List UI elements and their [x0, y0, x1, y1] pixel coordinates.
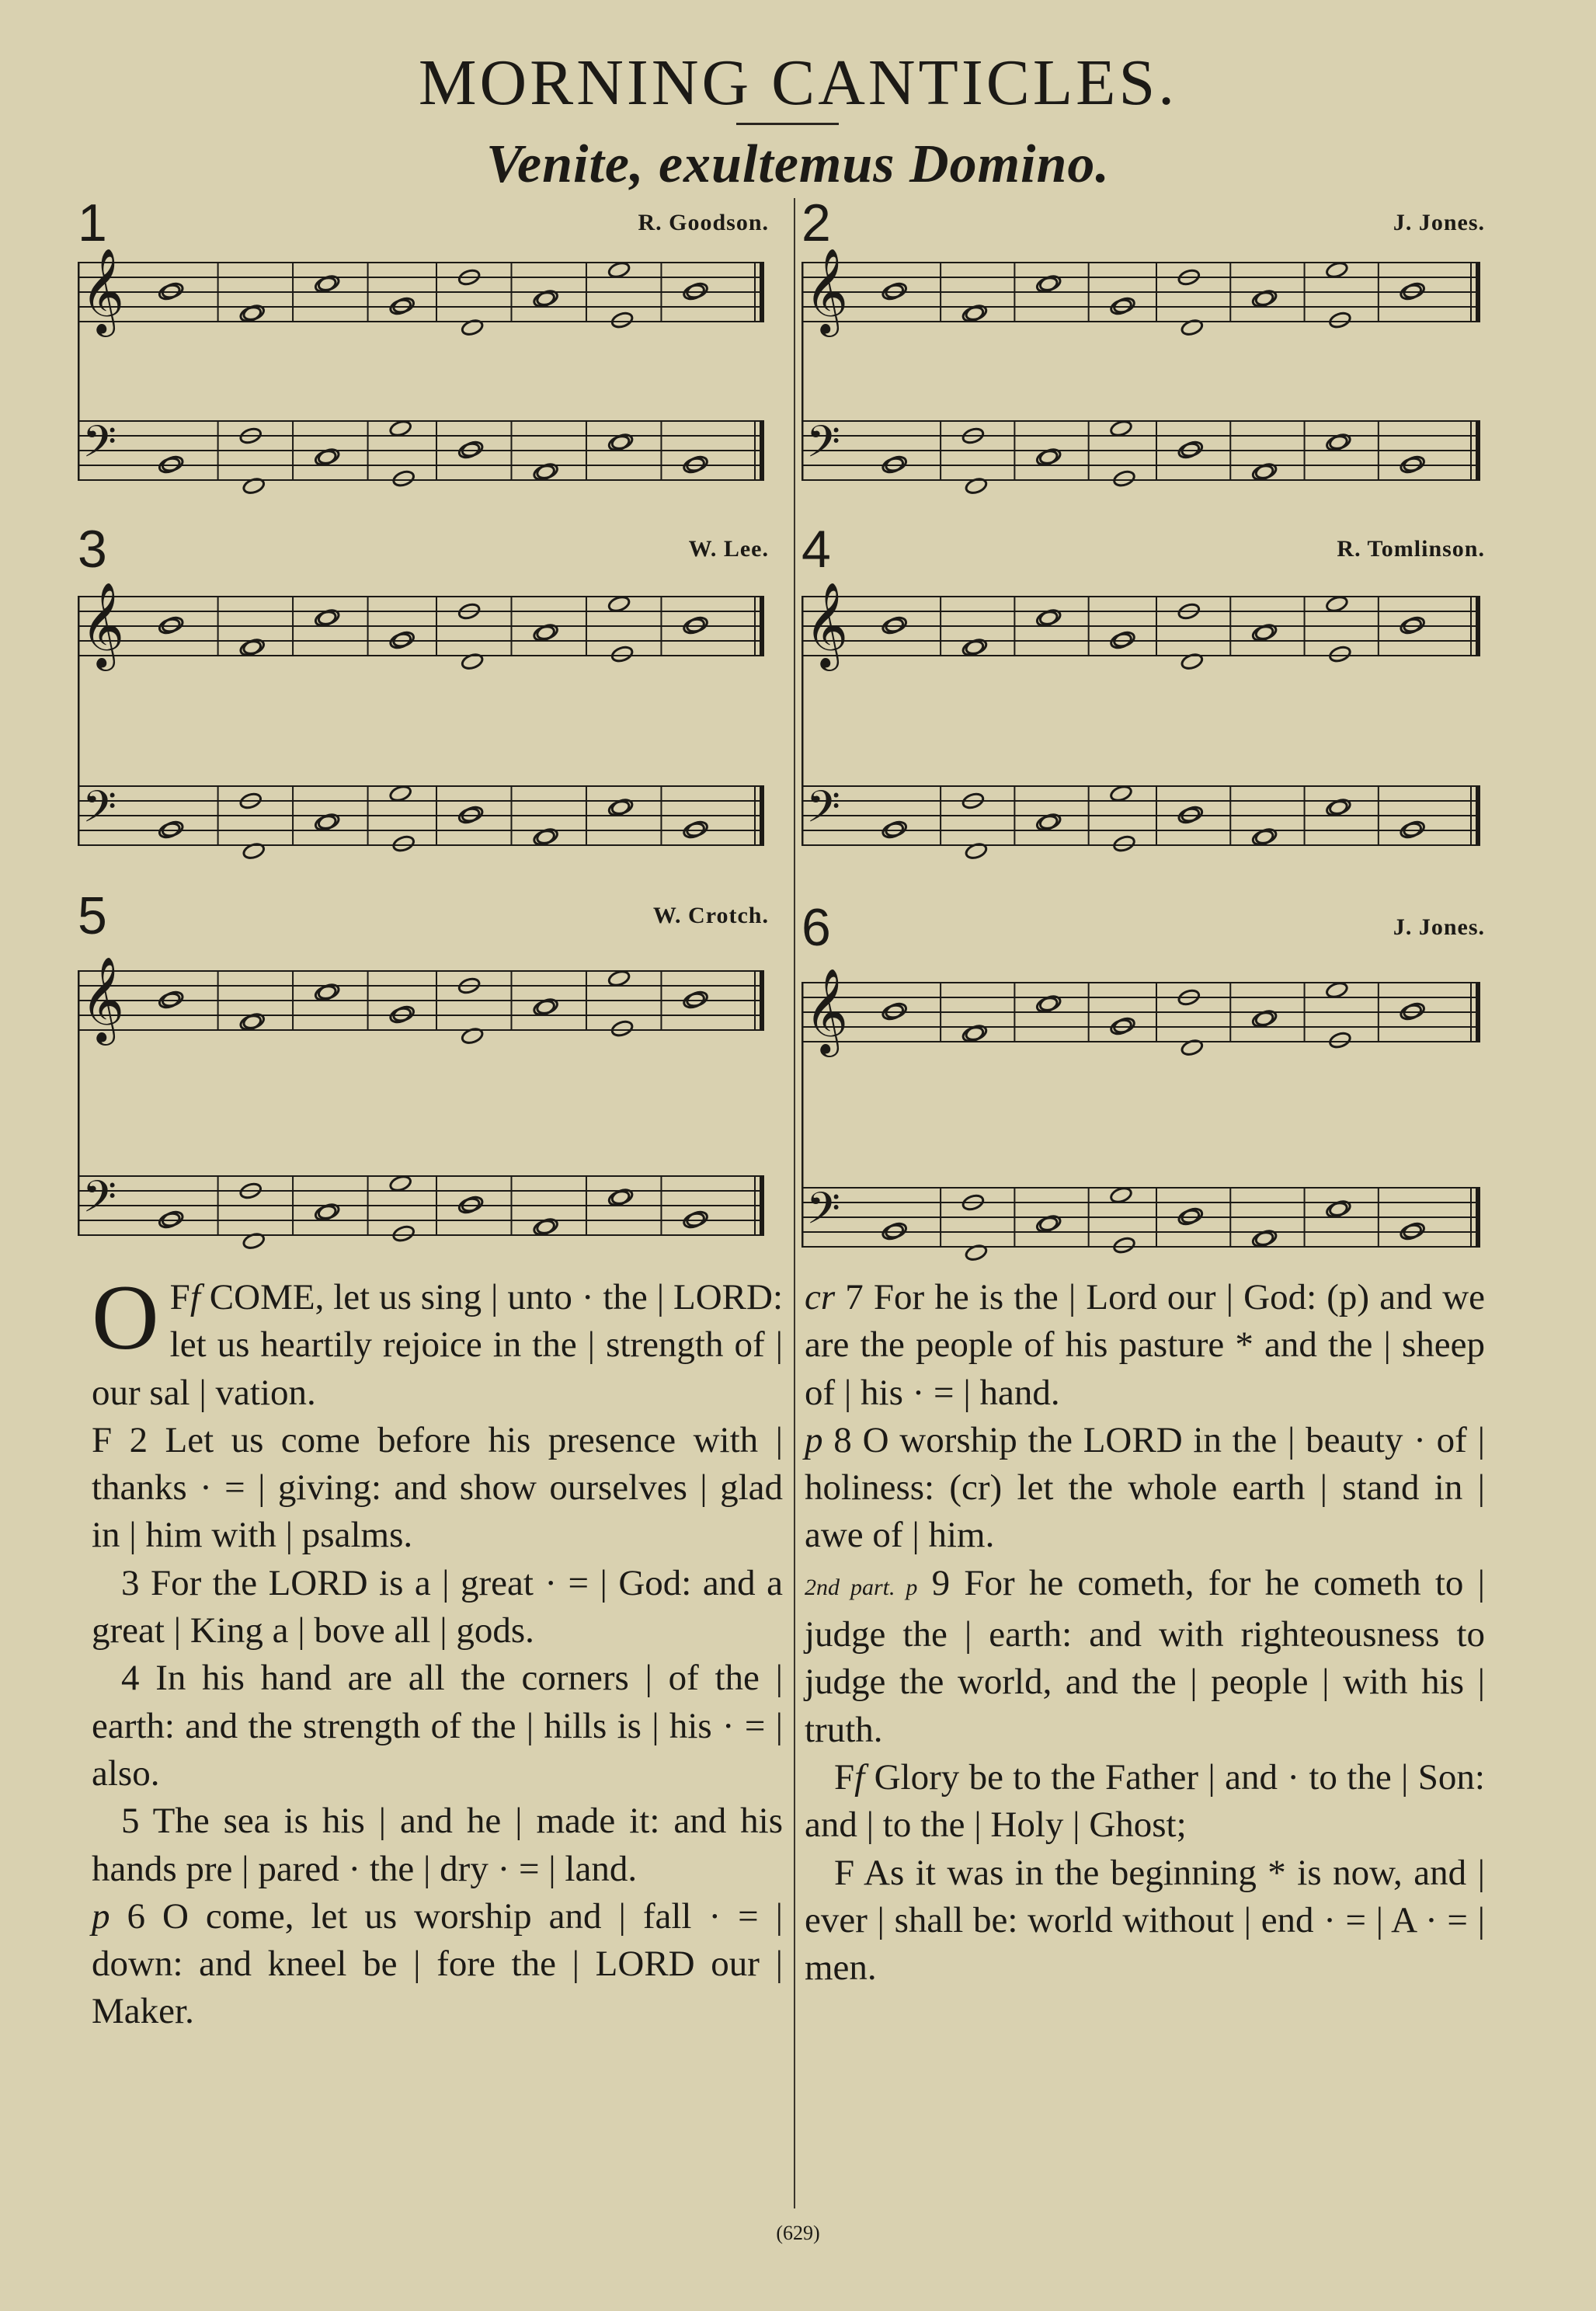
treble-clef-icon: 𝄞 — [805, 582, 849, 668]
note-head — [1402, 281, 1425, 300]
bass-clef-icon: 𝄢 — [82, 1172, 116, 1234]
composer-name: W. Crotch. — [652, 903, 769, 928]
note-head — [607, 594, 631, 613]
composer-name: R. Tomlinson. — [1337, 536, 1485, 562]
verse — [92, 1265, 783, 1417]
final-bar-thick — [760, 421, 764, 480]
final-bar-thick — [760, 597, 764, 656]
verse-text: O come, let us worship and | fall · = | down: and kneel be | fore the | LORD our | Maker. — [92, 1895, 784, 2032]
dynamic-mark: f — [190, 1277, 200, 1317]
note-head — [161, 1209, 184, 1228]
note-head — [461, 1195, 484, 1213]
note-head — [391, 469, 415, 488]
verse-text: Let us come before his presence with | thanks · = | giving: and show ourselves | glad in | him with | psalms. — [92, 1419, 783, 1556]
final-bar-thick — [1476, 1188, 1480, 1247]
music-score — [78, 948, 769, 1258]
treble-clef-icon: 𝄞 — [805, 248, 849, 334]
canticle-title: Venite, exultemus Domino. — [486, 134, 1110, 194]
note-head — [388, 1174, 412, 1192]
dynamic-mark: p — [805, 1419, 823, 1460]
music-score — [78, 239, 769, 503]
chant-6 — [801, 897, 1485, 1270]
verse-prefix: F — [169, 1277, 190, 1317]
verse-prefix: 4 — [121, 1658, 140, 1699]
verses-right-column — [805, 1274, 1485, 1992]
dynamic-mark: 2nd part. p — [805, 1574, 918, 1600]
dynamic-mark: p — [92, 1895, 110, 1937]
verse — [92, 1655, 783, 1798]
note-head — [610, 645, 634, 663]
note-head — [391, 630, 415, 649]
title-rule — [736, 123, 839, 125]
note-head — [1402, 615, 1425, 634]
final-bar-thick — [1476, 421, 1480, 480]
note-head — [607, 260, 631, 279]
final-bar-thick — [1476, 597, 1480, 656]
verse — [805, 1560, 1485, 1754]
note-head — [685, 820, 708, 838]
note-head — [1180, 440, 1204, 458]
note-head — [1109, 784, 1132, 802]
verse — [805, 1274, 1485, 1417]
dynamic-mark: f — [854, 1756, 865, 1798]
music-score — [801, 573, 1485, 868]
composer-name: W. Lee. — [688, 536, 769, 562]
chant-number: 2 — [801, 193, 831, 252]
note-head — [607, 969, 631, 987]
final-bar-thick — [1476, 983, 1480, 1042]
final-bar-thick — [1476, 263, 1480, 322]
music-score — [801, 239, 1485, 503]
note-head — [1328, 311, 1351, 329]
verse-prefix: F — [834, 1852, 855, 1893]
note-head — [1112, 296, 1135, 315]
note-head — [391, 1004, 415, 1023]
verses-left-column — [92, 1265, 784, 2036]
treble-clef-icon: 𝄞 — [81, 582, 125, 668]
note-head — [884, 615, 907, 634]
verse-prefix: 3 — [121, 1562, 140, 1603]
treble-clef-icon: 𝄞 — [81, 248, 125, 334]
final-bar-thick — [760, 971, 764, 1030]
verse-text: COME, let us sing | unto · the | LORD: let us heartily rejoice in the | strength of | our sal | vation. — [92, 1277, 783, 1413]
verse-text: For the LORD is a | great · = | God: and a great | King a | bove all | gods. — [92, 1562, 783, 1651]
note-head — [161, 281, 184, 300]
verse-text: As it was in the beginning * is now, and | ever | shall be: world without | end · = | A · = | men. — [805, 1852, 1485, 1989]
bass-clef-icon: 𝄢 — [806, 1184, 840, 1245]
note-head — [884, 1221, 907, 1240]
note-head — [1109, 419, 1132, 437]
verse-text: In his hand are all the corners | of the | earth: and the strength of the | hills is | his · = | also. — [92, 1658, 783, 1794]
dynamic-mark: cr — [805, 1277, 836, 1317]
note-head — [685, 990, 708, 1008]
final-bar-thick — [760, 263, 764, 322]
verse-prefix: 5 — [121, 1801, 140, 1842]
verse-prefix: 9 — [931, 1562, 951, 1603]
composer-name: R. Goodson. — [638, 210, 769, 235]
verse — [805, 1850, 1485, 1993]
note-head — [610, 1019, 634, 1038]
note-head — [1112, 1236, 1135, 1255]
treble-clef-icon: 𝄞 — [81, 956, 125, 1042]
page-title: MORNING CANTICLES. — [418, 47, 1178, 119]
verse-text: For he cometh, for he cometh to | judge the | earth: and with righteousness to judge the world, and the | people | with his | truth. — [805, 1562, 1486, 1750]
note-head — [1112, 469, 1135, 488]
verse-prefix: 7 — [845, 1277, 864, 1317]
note-head — [1325, 980, 1348, 999]
note-head — [884, 820, 907, 838]
bass-clef-icon: 𝄢 — [82, 782, 116, 844]
verse — [92, 1560, 783, 1655]
note-head — [1328, 1031, 1351, 1049]
bass-clef-icon: 𝄢 — [806, 782, 840, 844]
verse-text: For he is the | Lord our | God: (p) and we are the people of his pasture * and the | sheep of | his · = | hand. — [805, 1277, 1485, 1413]
note-head — [391, 296, 415, 315]
chant-number: 6 — [801, 898, 831, 957]
note-head — [1402, 820, 1425, 838]
verse-text: O worship the LORD in the | beauty · of | holiness: (cr) let the whole earth | stand in | awe of | him. — [805, 1419, 1485, 1556]
chant-number: 1 — [78, 193, 107, 252]
chant-number: 3 — [78, 520, 107, 579]
note-head — [884, 454, 907, 473]
music-score — [78, 573, 769, 868]
verse-prefix: 6 — [127, 1895, 145, 1937]
page-number: (629) — [776, 2222, 820, 2244]
chant-2 — [801, 193, 1485, 503]
note-head — [685, 281, 708, 300]
verse — [805, 1417, 1485, 1560]
verse-prefix: F 2 — [92, 1419, 148, 1460]
chant-1 — [78, 193, 769, 503]
note-head — [461, 440, 484, 458]
note-head — [1180, 805, 1204, 823]
note-head — [1402, 1221, 1425, 1240]
note-head — [685, 615, 708, 634]
verse — [92, 1417, 783, 1560]
note-head — [1325, 594, 1348, 613]
note-head — [161, 990, 184, 1008]
note-head — [685, 454, 708, 473]
note-head — [161, 820, 184, 838]
note-head — [161, 454, 184, 473]
bass-clef-icon: 𝄢 — [82, 417, 116, 479]
column-divider — [794, 198, 795, 2208]
note-head — [161, 615, 184, 634]
note-head — [1112, 834, 1135, 853]
verse-prefix: 8 — [833, 1419, 852, 1460]
note-head — [461, 805, 484, 823]
verse — [805, 1754, 1485, 1850]
note-head — [1328, 645, 1351, 663]
note-head — [1112, 630, 1135, 649]
note-head — [391, 834, 415, 853]
chant-3 — [78, 519, 769, 876]
note-head — [884, 281, 907, 300]
chant-number: 4 — [801, 520, 831, 579]
final-bar-thick — [760, 1176, 764, 1235]
verse — [92, 1798, 783, 1893]
note-head — [388, 419, 412, 437]
note-head — [1109, 1185, 1132, 1204]
note-head — [1402, 1001, 1425, 1020]
note-head — [1112, 1016, 1135, 1035]
final-bar-thick — [760, 786, 764, 845]
verse — [92, 1893, 783, 2036]
note-head — [388, 784, 412, 802]
note-head — [1180, 1206, 1204, 1225]
note-head — [391, 1224, 415, 1243]
chant-4 — [801, 519, 1485, 876]
note-head — [884, 1001, 907, 1020]
bass-clef-icon: 𝄢 — [806, 417, 840, 479]
drop-cap: O — [92, 1265, 159, 1369]
chant-5 — [78, 886, 769, 1258]
final-bar-thick — [1476, 786, 1480, 845]
verse-prefix: F — [834, 1756, 855, 1798]
verse-text: The sea is his | and he | made it: and his hands pre | pared · the | dry · = | land. — [92, 1801, 784, 1889]
note-head — [610, 311, 634, 329]
composer-name: J. Jones. — [1393, 914, 1485, 940]
chant-number: 5 — [78, 886, 107, 945]
note-head — [1325, 260, 1348, 279]
note-head — [685, 1209, 708, 1228]
treble-clef-icon: 𝄞 — [805, 968, 849, 1054]
music-score — [801, 959, 1485, 1270]
note-head — [1402, 454, 1425, 473]
composer-name: J. Jones. — [1393, 210, 1485, 235]
verse-text: Glory be to the Father | and · to the | Son: and | to the | Holy | Ghost; — [805, 1756, 1485, 1846]
